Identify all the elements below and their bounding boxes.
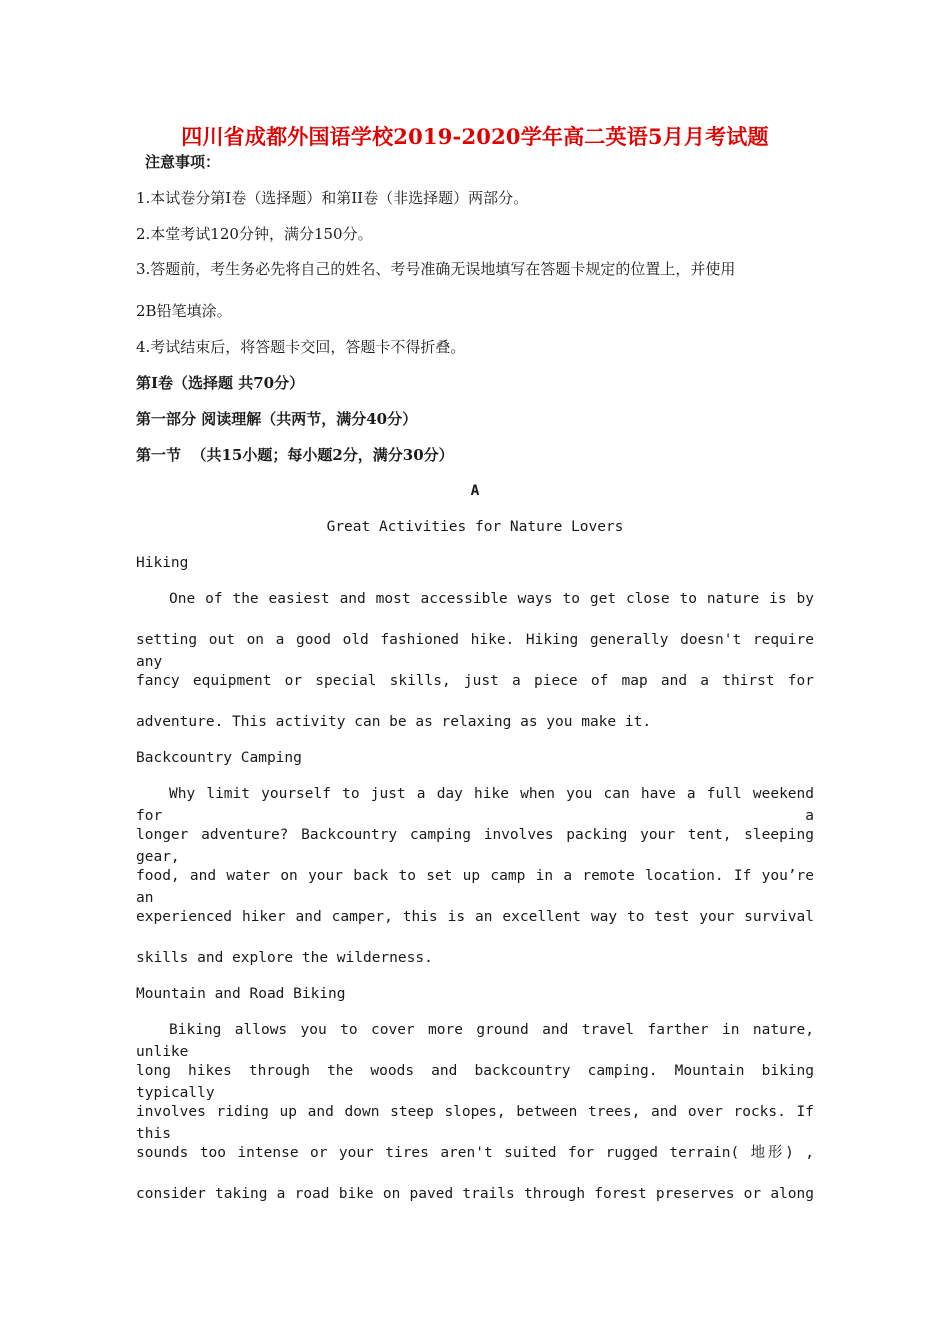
paragraph-line: experienced hiker and camper, this is an excellent way to test your survival bbox=[136, 909, 814, 925]
paragraph-line: longer adventure? Backcountry camping involves packing your tent, sleeping gear, bbox=[136, 827, 814, 865]
paragraph-line: consider taking a road bike on paved trails through forest preserves or along bbox=[136, 1186, 814, 1202]
paragraph-line: long hikes through the woods and backcountry camping. Mountain biking typically bbox=[136, 1063, 814, 1101]
part-heading: 第一部分 阅读理解（共两节，满分40分） bbox=[136, 410, 418, 428]
section-heading: 第一节 （共15小题；每小题2分，满分30分） bbox=[136, 446, 454, 464]
passage-title: Great Activities for Nature Lovers bbox=[326, 519, 624, 535]
paragraph-line: Why limit yourself to just a day hike when you can have a full weekend for a bbox=[136, 786, 814, 824]
notice-item: 2.本堂考试120分钟，满分150分。 bbox=[136, 225, 373, 243]
notice-heading: 注意事项： bbox=[145, 153, 221, 171]
notice-item: 3.答题前，考生务必先将自己的姓名、考号准确无误地填写在答题卡规定的位置上，并使用 bbox=[136, 260, 736, 278]
paragraph-line: fancy equipment or special skills, just a piece of map and a thirst for bbox=[136, 673, 814, 689]
paragraph-line: food, and water on your back to set up camp in a remote location. If you’re an bbox=[136, 868, 814, 906]
page-title: 四川省成都外国语学校2019-2020学年高二英语5月月考试题 bbox=[181, 124, 769, 149]
paragraph-line: One of the easiest and most accessible ways to get close to nature is by bbox=[169, 591, 814, 607]
notice-item: 1.本试卷分第Ⅰ卷（选择题）和第II卷（非选择题）两部分。 bbox=[136, 189, 529, 207]
subheading-biking: Mountain and Road Biking bbox=[136, 986, 346, 1002]
volume-heading: 第Ⅰ卷（选择题 共70分） bbox=[136, 374, 305, 392]
paragraph-line: skills and explore the wilderness. bbox=[136, 950, 433, 966]
paragraph-line: Biking allows you to cover more ground and travel farther in nature, unlike bbox=[136, 1022, 814, 1060]
paragraph-line: sounds too intense or your tires aren't suited for rugged terrain( 地形) , bbox=[136, 1145, 814, 1161]
paragraph-line: setting out on a good old fashioned hike. Hiking generally doesn't require any bbox=[136, 632, 814, 670]
paragraph-line: adventure. This activity can be as relaxing as you make it. bbox=[136, 714, 652, 730]
notice-item: 2B铅笔填涂。 bbox=[136, 302, 232, 320]
notice-item: 4.考试结束后，将答题卡交回，答题卡不得折叠。 bbox=[136, 338, 466, 356]
subheading-camping: Backcountry Camping bbox=[136, 750, 302, 766]
passage-label: A bbox=[470, 483, 480, 499]
subheading-hiking: Hiking bbox=[136, 555, 189, 571]
paragraph-line: involves riding up and down steep slopes, between trees, and over rocks. If this bbox=[136, 1104, 814, 1142]
